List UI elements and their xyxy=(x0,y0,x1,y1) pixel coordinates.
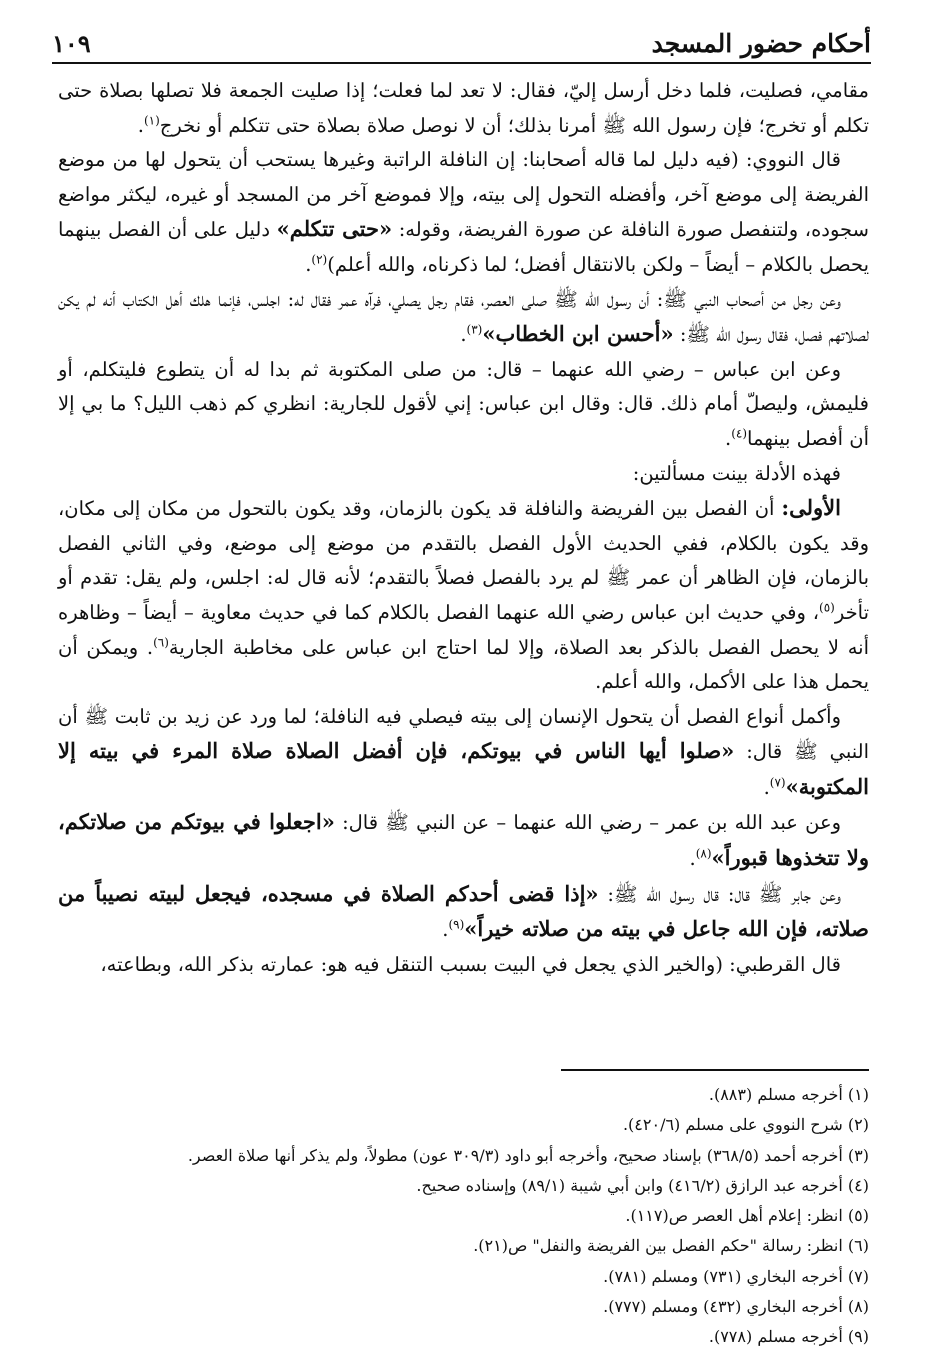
footnote: (٢) شرح النووي على مسلم (٤٢٠/٦). xyxy=(622,1115,869,1135)
text-run: . xyxy=(137,113,144,137)
text-run: قال القرطبي: (والخير الذي يجعل في البيت بسبب التنقل فيه هو: عمارته بذكر الله، وبطاعته، xyxy=(100,952,841,976)
text-run: . xyxy=(725,426,732,450)
footnote: (٣) أخرجه أحمد (٣٦٨/٥) بإسناد صحيح، وأخرجه أبو داود (٣٠٩/٣ عون) مطولاً، ولم يذكر أنها صلاة العصر. xyxy=(187,1145,869,1165)
page-number: ١٠٩ xyxy=(52,29,91,58)
main-text xyxy=(58,74,869,982)
emphasized-text: «اجعلوا في بيوتكم من صلاتكم، ولا تتخذوها قبوراً» xyxy=(58,809,869,871)
footnote-ref: (٤) xyxy=(731,426,748,441)
emphasized-text: «حتى تتكلم» xyxy=(276,216,393,242)
chapter-title: أحكام حضور المسجد xyxy=(651,29,871,58)
text-run: أن الفصل بين الفريضة والنافلة قد يكون بالزمان، وقد يكون بالتحول من مكان إلى مكان، وقد يكون بالكلام، ففي الحديث الأول الفصل بالتقدم من موضع إلى موضع، وفي الثاني الفصل بالزمان، فإن الظاهر أن عمر ﷺ لم يرد بالفصل فصلاً بالتقدم؛ لأنه قال له: اجلس، ولم يقل: تقدم أو تأخر xyxy=(58,497,870,624)
text-run: وعن عبد الله بن عمر – رضي الله عنهما – عن النبي ﷺ قال: xyxy=(334,811,841,835)
footnote: (١) أخرجه مسلم (٨٨٣). xyxy=(708,1085,869,1104)
text-run: قال النووي: (فيه دليل لما قاله أصحابنا: إن النافلة الراتبة وغيرها يستحب أن يتحول لها من موضع الفريضة إلى موضع آخر، وأفضله التحول إلى بيته، وإلا فموضع آخر من المسجد أو غيره، ليكثر مواضع سجوده، ولتنفصل صورة النافلة عن صورة الفريضة، وقوله: xyxy=(58,148,869,242)
footnote-ref: (٦) xyxy=(153,635,169,649)
footnote: (٨) أخرجه البخاري (٤٣٢) ومسلم (٧٧٧). xyxy=(603,1297,869,1317)
text-run: ، وفي حديث ابن عباس رضي الله عنهما الفصل بالكلام كما في حديث معاوية – أيضاً – وظاهره أنه لا يحصل الفصل بالذكر بعد الصلاة، وإلا لما احتاج ابن عباس على مخاطبة الجارية xyxy=(58,600,869,659)
emphasized-text: الأولى: xyxy=(781,495,841,521)
paragraph xyxy=(58,457,869,492)
paragraph xyxy=(58,948,869,983)
footnote-ref: (٢) xyxy=(311,252,328,267)
footnote-separator xyxy=(561,1069,869,1071)
text-run: وعن رجل من أصحاب النبي ﷺ: أن رسول الله ﷺ صلى العصر، فقام رجل يصلي، فرآه عمر فقال له: اجلس، فإنما هلك أهل الكتاب أنه لم يكن لصلاتهم فصل، فقال رسول الله ﷺ: xyxy=(58,287,869,347)
footnote-ref: (٨) xyxy=(695,846,712,861)
footnote-ref: (٧) xyxy=(769,775,786,790)
footnote: (٩) أخرجه مسلم (٧٧٨). xyxy=(708,1327,869,1347)
text-run: . xyxy=(460,323,467,347)
text-run: . xyxy=(763,775,770,799)
text-run: . xyxy=(689,847,696,871)
paragraph xyxy=(58,74,869,143)
footnotes xyxy=(58,1080,869,1353)
text-run: وعن جابر ﷺ قال: قال رسول الله ﷺ: xyxy=(598,882,841,906)
paragraph xyxy=(58,283,869,353)
running-header xyxy=(52,26,871,64)
footnote-ref: (٥) xyxy=(819,600,835,615)
emphasized-text: «أحسن ابن الخطاب» xyxy=(482,321,674,347)
footnote: (٧) أخرجه البخاري (٧٣١) ومسلم (٧٨١). xyxy=(603,1266,869,1286)
paragraph xyxy=(58,353,869,457)
footnote-ref: (٩) xyxy=(448,917,465,932)
text-run: مقامي، فصليت، فلما دخل أرسل إليّ، فقال: لا تعد لما فعلت؛ إذا صليت الجمعة فلا تصلها بصلاة حتى تكلم أو تخرج؛ فإن رسول الله ﷺ أمرنا بذلك؛ أن لا نوصل صلاة بصلاة حتى تتكلم أو نخرج xyxy=(58,79,869,137)
text-run: . xyxy=(442,918,449,942)
text-run: فهذه الأدلة بينت مسألتين: xyxy=(632,461,841,485)
text-run: . xyxy=(305,252,312,276)
text-run: وأكمل أنواع الفصل أن يتحول الإنسان إلى بيته فيصلي فيه النافلة؛ لما ورد عن زيد بن ثابت ﷺ أن النبي ﷺ قال: xyxy=(58,704,869,764)
text-run: وعن ابن عباس – رضي الله عنهما – قال: من صلى المكتوبة ثم بدا له أن يتطوع فليتكلم، أو فليمش، وليصلّ أمام ذلك. قال: وقال ابن عباس: إني لأقول للجارية: انظري كم ذهب الليل؟ ما بي إلا أن أفصل بينهما xyxy=(58,357,869,450)
paragraph xyxy=(58,877,869,948)
paragraph xyxy=(58,700,869,806)
paragraph xyxy=(58,805,869,876)
emphasized-text: «صلوا أيها الناس في بيوتكم، فإن أفضل الصلاة صلاة المرء في بيته إلا المكتوبة» xyxy=(58,738,869,799)
text-run: دليل على أن الفصل بينهما يحصل بالكلام – أيضاً – ولكن بالانتقال أفضل؛ لما ذكرناه، والله أعلم) xyxy=(58,218,869,276)
footnote: (٥) انظر: إعلام أهل العصر ص(١١٧). xyxy=(625,1206,869,1226)
footnote: (٤) أخرجه عبد الرازق (٤١٦/٢) وابن أبي شيبة (٨٩/١) وإسناده صحيح. xyxy=(416,1175,869,1195)
text-run: . ويمكن أن يحمل هذا على الأكمل، والله أعلم. xyxy=(58,635,869,694)
emphasized-text: «إذا قضى أحدكم الصلاة في مسجده، فيجعل لبيته نصيباً من صلاته، فإن الله جاعل في بيته من صلاته خيراً» xyxy=(58,880,869,942)
footnote-ref: (١) xyxy=(143,113,160,128)
footnote-ref: (٣) xyxy=(466,322,483,337)
paragraph xyxy=(58,143,869,282)
footnote: (٦) انظر: رسالة "حكم الفصل بين الفريضة والنفل" ص(٢١). xyxy=(473,1236,869,1256)
paragraph xyxy=(58,491,869,700)
